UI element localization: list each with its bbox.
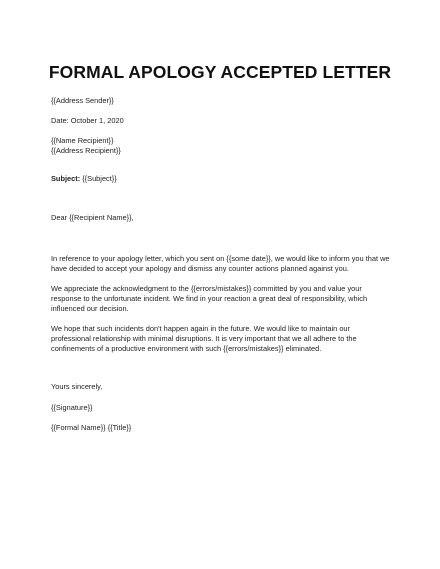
letter-date: Date: October 1, 2020	[51, 116, 124, 125]
body-paragraph-2	[51, 284, 401, 314]
signature: {{Signature}}	[51, 403, 93, 412]
subject-line	[51, 174, 117, 184]
address-sender: {{Address Sender}}	[51, 96, 114, 105]
paragraph-line: professional relationship with minimal disruptions. It is very important that we all adhere to the	[51, 334, 357, 343]
paragraph-line: influenced our decision.	[51, 304, 129, 313]
paragraph-line: We appreciate the acknowledgment to the {{errors/mistakes}} committed by you and value your	[51, 284, 362, 293]
paragraph-line: In reference to your apology letter, which you sent on {{some date}}, we would like to inform you that we	[51, 254, 390, 263]
paragraph-line: confinements of a productive environment with such {{errors/mistakes}} eliminated.	[51, 344, 322, 353]
paragraph-line: have decided to accept your apology and dismiss any counter actions planned against you.	[51, 264, 349, 273]
paragraph-line: response to the unfortunate incident. We find in your reaction a great deal of responsibility, which	[51, 294, 368, 303]
address-recipient: {{Address Recipient}}	[51, 146, 121, 155]
body-paragraph-3	[51, 324, 401, 354]
body-paragraph-1	[51, 254, 401, 274]
paragraph-line: We hope that such incidents don't happen again in the future. We would like to maintain our	[51, 324, 351, 333]
name-recipient: {{Name Recipient}}	[51, 136, 114, 145]
closing: Yours sincerely,	[51, 382, 103, 391]
formal-name-title: {{Formal Name}} {{Title}}	[51, 423, 132, 432]
letter-title: FORMAL APOLOGY ACCEPTED LETTER	[48, 62, 392, 82]
greeting: Dear {{Recipient Name}},	[51, 213, 134, 222]
subject-label: Subject:	[51, 174, 81, 183]
subject-value: {{Subject}}	[80, 174, 117, 183]
